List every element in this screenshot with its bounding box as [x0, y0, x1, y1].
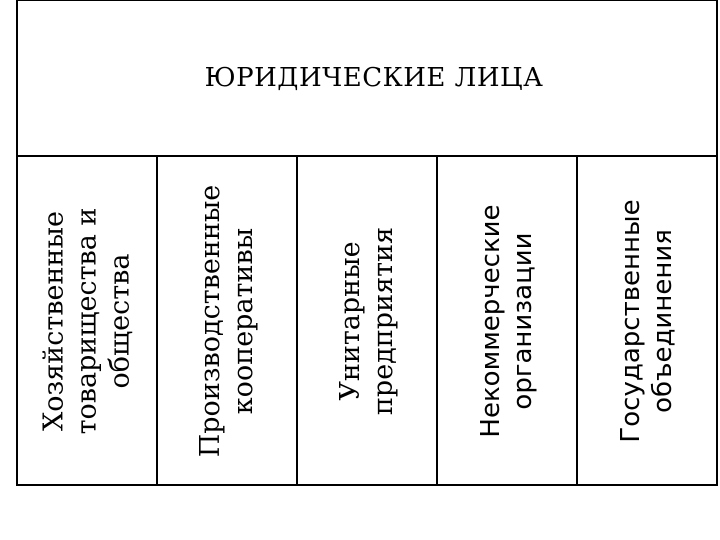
category-label: Унитарные предприятия: [335, 226, 399, 415]
category-business-partnerships: [18, 157, 158, 484]
category-columns: [18, 157, 716, 484]
category-label: Некоммерческие организации: [476, 203, 538, 438]
category-unitary-enterprises: [298, 157, 438, 484]
category-production-cooperatives: [158, 157, 298, 484]
category-non-commercial-organizations: [438, 157, 578, 484]
legal-entities-diagram: [16, 0, 718, 486]
diagram-header: [18, 1, 716, 157]
category-label: Производственные кооперативы: [195, 184, 259, 457]
category-label: Государственные объединения: [616, 198, 678, 443]
diagram-title: ЮРИДИЧЕСКИЕ ЛИЦА: [204, 63, 544, 93]
category-label: Хозяйственные товарищества и общества: [38, 207, 136, 434]
category-state-associations: [578, 157, 716, 484]
